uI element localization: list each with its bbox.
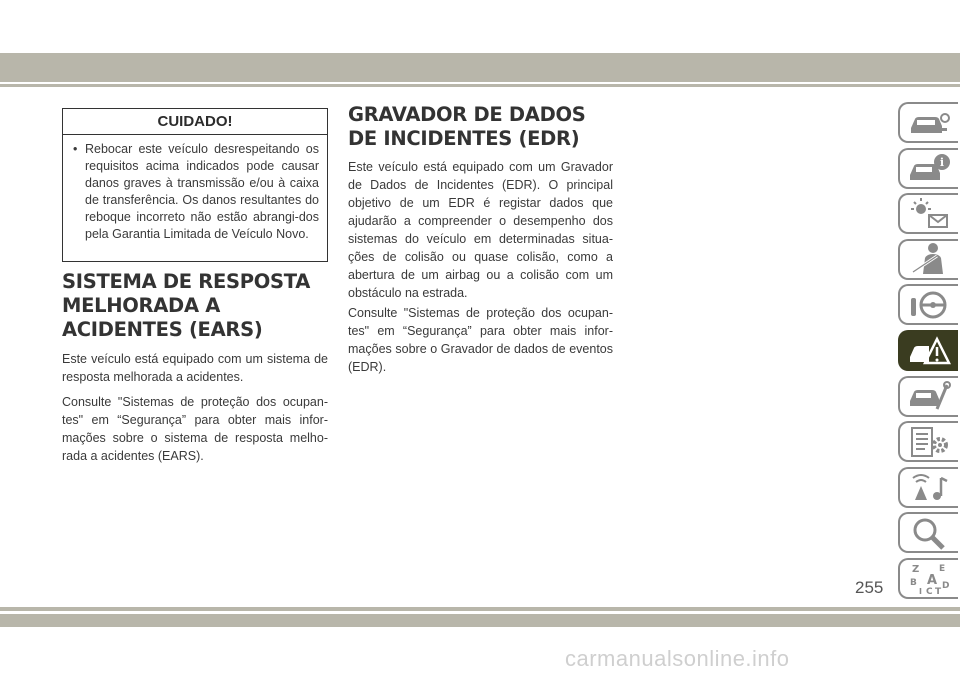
ears-heading: SISTEMA DE RESPOSTA MELHORADA A ACIDENTES (EARS) [62,270,311,341]
car-wrench-icon [907,379,951,413]
edr-paragraph-1: Este veículo está equipado com um Gravador de Dados de Incidentes (EDR). O principal objetivo de um EDR é registar dados que ajudarão a compreender o desempenho dos sistemas do veículo em determinadas situa-ções de colisão ou quase colisão, como a abertura de um airbag ou a colisão com um obstáculo na estrada. [348,160,613,300]
index-letter: A [927,573,938,589]
tab-index-az[interactable] [898,558,958,599]
index-letter: Z [912,564,920,576]
index-letter: T [935,587,942,596]
steering-wheel-icon [907,288,951,322]
emergency-warning-icon [907,333,951,367]
alphabet-index-icon [907,561,951,595]
edr-heading: GRAVADOR DE DADOS DE INCIDENTES (EDR) [348,103,586,150]
index-letter: E [939,564,946,575]
car-keys-icon [907,106,951,140]
caution-title: CUIDADO! [63,109,327,135]
tab-emergency[interactable] [898,330,958,371]
index-letter: I [919,587,922,596]
radio-music-icon [907,470,951,504]
tab-index-search[interactable] [898,512,958,553]
footer-band [0,614,960,627]
caution-text: Rebocar este veículo desrespeitando os requisitos acima indicados pode causar danos graves à transmissão e/ou à caixa de transferência. Os danos resultantes do reboque incorreto não estão abrangi-dos pela Garantia Limitada de Veículo Novo. [85,142,319,241]
edr-paragraph-2: Consulte "Sistemas de proteção dos ocupan-tes" em “Segurança” para obter mais infor-mações sobre o Gravador de dados de eventos (EDR). [348,306,613,374]
seatbelt-person-icon [907,242,951,276]
tab-vehicle-info[interactable] [898,148,958,189]
tab-vehicle[interactable] [898,102,958,143]
caution-box [62,108,328,262]
index-letter: D [942,581,950,592]
tab-dashboard-lights[interactable] [898,193,958,234]
warning-light-message-icon [907,197,951,231]
ears-paragraph-1: Este veículo está equipado com um sistema de resposta melhorada a acidentes. [62,352,328,384]
watermark: carmanualsonline.info [565,646,790,671]
index-letter: C [926,587,933,596]
car-info-icon [907,151,951,185]
document-gear-icon [907,425,951,459]
tab-servicing[interactable] [898,376,958,417]
svg-text:i: i [939,156,945,170]
magnifier-icon [907,516,951,550]
header-band [0,53,960,82]
index-letter: B [910,578,917,589]
tab-multimedia[interactable] [898,467,958,508]
chapter-tabs [898,102,958,604]
page-number: 255 [855,578,884,597]
ears-paragraph-2: Consulte "Sistemas de proteção dos ocupan-tes" em “Segurança” para obter mais infor-mações sobre o sistema de resposta melho-rada a acidentes (EARS). [62,395,328,463]
tab-driving[interactable] [898,284,958,325]
tab-specifications[interactable] [898,421,958,462]
footer-rule [0,607,960,611]
caution-item [63,135,327,243]
header-rule [0,84,960,87]
tab-safety[interactable] [898,239,958,280]
bullet: • [73,142,78,156]
